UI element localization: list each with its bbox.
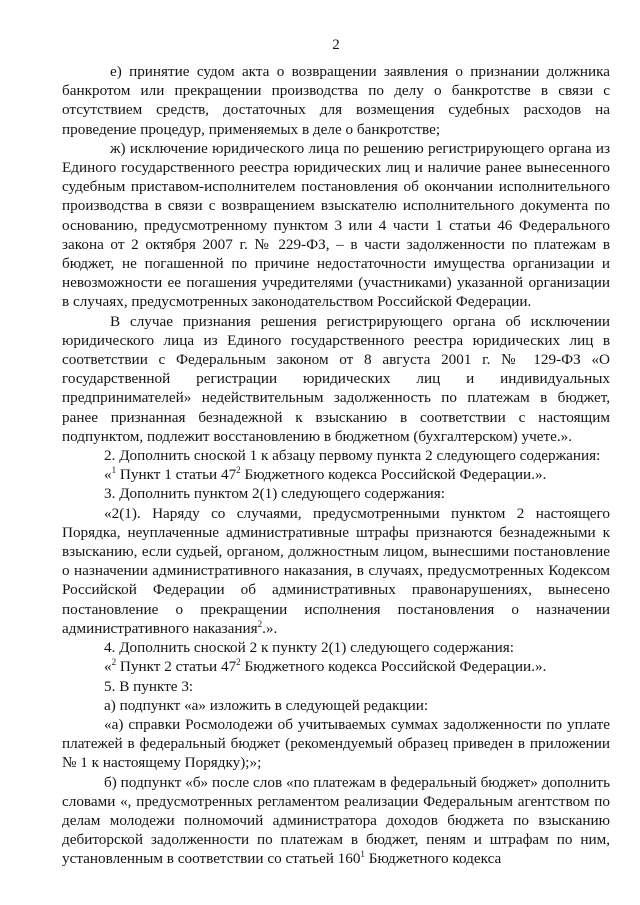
page-number: 2 bbox=[332, 37, 340, 53]
text-run: Пункт 1 статьи 47 bbox=[116, 466, 237, 484]
paragraph: 5. В пункте 3: bbox=[104, 677, 194, 695]
superscript-index: 1 bbox=[360, 849, 365, 860]
footnote-marker: 2 bbox=[111, 657, 117, 668]
text-run: « bbox=[104, 466, 112, 484]
text-run: «2(1). Наряду со случаями, предусмотренными пунктом 2 настоящего Порядка, неуплаченные административные штрафы признаются безнадежными к взысканию, если судьей, органом, должностным лицом, вынесшими постановление о назначении административного наказания, в случаях, предусмотренных Кодексом Российской Федерации об административных правонарушениях, вынесено постановление о прекращении исполнения постановления о назначении административного наказания bbox=[62, 504, 610, 637]
paragraph bbox=[62, 504, 610, 638]
superscript-index: 2 bbox=[236, 657, 241, 668]
paragraph: 2. Дополнить сноской 1 к абзацу первому пункта 2 следующего содержания: bbox=[104, 447, 601, 465]
paragraph bbox=[62, 773, 610, 869]
superscript-index: 2 bbox=[236, 465, 241, 476]
paragraph: а) подпункт «а» изложить в следующей редакции: bbox=[104, 696, 429, 714]
paragraph: В случае признания решения регистрирующего органа об исключении юридического лица из Единого государственного реестра юридических лиц в соответствии с Федеральным законом от 8 августа 2001 г. № 129-ФЗ «О государственной регистрации юридических лиц и индивидуальных предпринимателей» недействительным задолженность по платежам в бюджет, ранее признанная безнадежной к взысканию в соответствии с настоящим подпунктом, подлежит восстановлению в бюджетном (бухгалтерском) учете.». bbox=[62, 312, 610, 445]
footnote-paragraph bbox=[62, 657, 610, 676]
footnote-marker: 1 bbox=[111, 465, 117, 476]
text-run: .». bbox=[262, 619, 278, 637]
footnote-marker: 2 bbox=[257, 618, 263, 629]
paragraph: ж) исключение юридического лица по решению регистрирующего органа из Единого государственного реестра юридических лиц и наличие ранее вынесенного судебным приставом-исполнителем постановления об окончании исполнительного производства в связи с возвращением взыскателю исполнительного документа по основанию, предусмотренному пунктом 3 или 4 части 1 статьи 46 Федерального закона от 2 октября 2007 г. № 229-ФЗ, – в части задолженности по платежам в бюджет, не погашенной по причине недостаточности имущества организации и невозможности ее погашения учредителями (участниками) указанной организации в случаях, предусмотренных законодательством Российской Федерации. bbox=[62, 139, 610, 311]
paragraph: 3. Дополнить пунктом 2(1) следующего содержания: bbox=[104, 485, 445, 503]
paragraph: 4. Дополнить сноской 2 к пункту 2(1) следующего содержания: bbox=[104, 639, 514, 657]
text-run: Бюджетного кодекса bbox=[364, 850, 502, 868]
text-run: Бюджетного кодекса Российской Федерации.». bbox=[240, 466, 547, 484]
text-run: Пункт 2 статьи 47 bbox=[116, 658, 237, 676]
text-run: « bbox=[104, 658, 112, 676]
text-run: Бюджетного кодекса Российской Федерации.». bbox=[240, 658, 547, 676]
document-body bbox=[62, 62, 610, 869]
footnote-paragraph bbox=[62, 465, 610, 484]
text-run: б) подпункт «б» после слов «по платежам в федеральный бюджет» дополнить словами «, предусмотренных регламентом реализации Федеральным агентством по делам молодежи полномочий администратора доходов бюджета по взысканию дебиторской задолженности по платежам в бюджет, пеням и штрафам по ним, установленным в соответствии со статьей 160 bbox=[62, 773, 610, 868]
paragraph: е) принятие судом акта о возвращении заявления о признании должника банкротом или прекращении производства по делу о банкротстве в связи с отсутствием средств, достаточных для возмещения судебных расходов на проведение процедур, применяемых в деле о банкротстве; bbox=[62, 63, 610, 138]
paragraph: «а) справки Росмолодежи об учитываемых суммах задолженности по уплате платежей в федеральный бюджет (рекомендуемый образец приведен в приложении № 1 к настоящему Порядку);»; bbox=[62, 715, 610, 772]
